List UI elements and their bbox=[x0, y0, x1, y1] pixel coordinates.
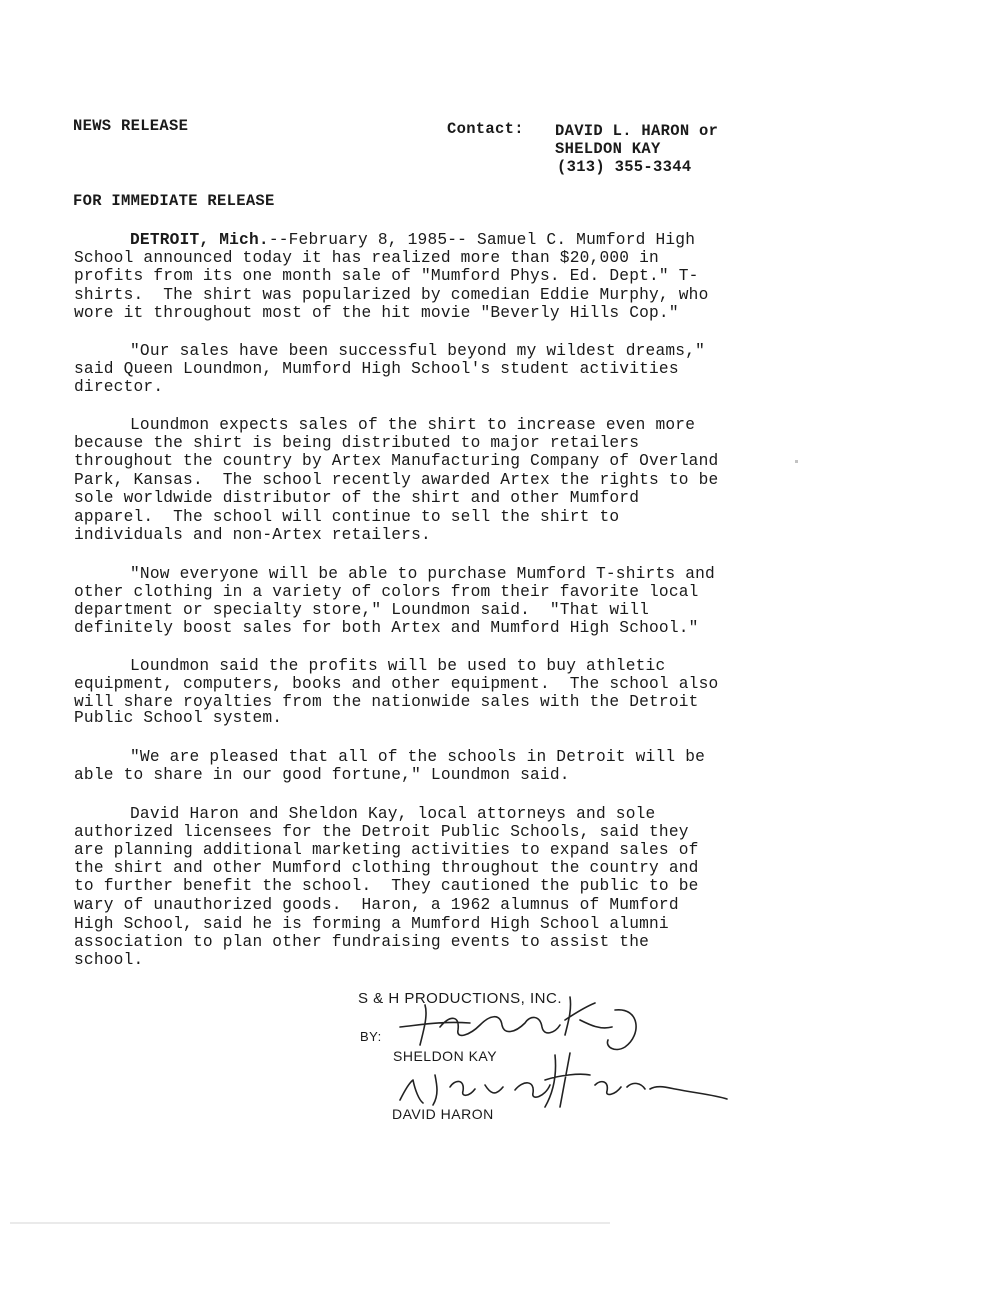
paragraph-2-line-2: said Queen Loundmon, Mumford High School's student activities bbox=[74, 360, 679, 378]
signature-david-haron-scrawl bbox=[395, 1045, 735, 1115]
paragraph-7-line-9: school. bbox=[74, 951, 144, 969]
paragraph-5-line-3: will share royalties from the nationwide sales with the Detroit bbox=[74, 693, 699, 711]
paragraph-7-line-7: High School, said he is forming a Mumford High School alumni bbox=[74, 915, 669, 933]
news-release-label: NEWS RELEASE bbox=[73, 117, 189, 135]
paragraph-7-line-3: are planning additional marketing activities to expand sales of bbox=[74, 841, 699, 859]
immediate-release-heading: FOR IMMEDIATE RELEASE bbox=[73, 192, 275, 210]
paragraph-3-line-6: apparel. The school will continue to sell the shirt to bbox=[74, 508, 620, 526]
paragraph-7-line-4: the shirt and other Mumford clothing throughout the country and bbox=[74, 859, 699, 877]
paragraph-1-line-5: wore it throughout most of the hit movie "Beverly Hills Cop." bbox=[74, 304, 679, 322]
scan-speck bbox=[795, 460, 798, 463]
paragraph-5-line-1: Loundmon said the profits will be used to buy athletic bbox=[130, 657, 666, 675]
paragraph-3-line-4: Park, Kansas. The school recently awarded Artex the rights to be bbox=[74, 471, 719, 489]
signer-david-haron: DAVID HARON bbox=[392, 1106, 494, 1122]
paragraph-3-line-3: throughout the country by Artex Manufacturing Company of Overland bbox=[74, 452, 719, 470]
paragraph-7-line-5: to further benefit the school. They cautioned the public to be bbox=[74, 877, 699, 895]
paragraph-1-line-3: profits from its one month sale of "Mumford Phys. Ed. Dept." T- bbox=[74, 267, 699, 285]
signer-sheldon-kay: SHELDON KAY bbox=[393, 1048, 498, 1064]
paragraph-3-line-1: Loundmon expects sales of the shirt to increase even more bbox=[130, 416, 696, 434]
paragraph-5-line-4: Public School system. bbox=[74, 709, 283, 727]
paragraph-7-line-8: association to plan other fundraising events to assist the bbox=[74, 933, 650, 951]
paragraph-5-line-2: equipment, computers, books and other equipment. The school also bbox=[74, 675, 719, 693]
contact-line-3: (313) 355-3344 bbox=[557, 158, 692, 176]
paragraph-4-line-2: other clothing in a variety of colors from their favorite local bbox=[74, 583, 699, 601]
paragraph-2-line-1: "Our sales have been successful beyond my wildest dreams," bbox=[130, 342, 706, 360]
paragraph-3-line-5: sole worldwide distributor of the shirt and other Mumford bbox=[74, 489, 640, 507]
paragraph-6-line-1: "We are pleased that all of the schools in Detroit will be bbox=[130, 748, 706, 766]
paragraph-1-line-2: School announced today it has realized more than $20,000 in bbox=[74, 249, 659, 267]
contact-line-1: DAVID L. HARON or bbox=[555, 122, 719, 140]
paragraph-3-line-7: individuals and non-Artex retailers. bbox=[74, 526, 431, 544]
scan-noise bbox=[10, 1222, 610, 1224]
by-label: BY: bbox=[360, 1029, 382, 1044]
paragraph-6-line-2: able to share in our good fortune," Loundmon said. bbox=[74, 766, 570, 784]
paragraph-7-line-6: wary of unauthorized goods. Haron, a 1962 alumnus of Mumford bbox=[74, 896, 679, 914]
contact-label: Contact: bbox=[447, 120, 524, 138]
paragraph-4-line-3: department or specialty store," Loundmon said. "That will bbox=[74, 601, 650, 619]
paragraph-4-line-1: "Now everyone will be able to purchase Mumford T-shirts and bbox=[130, 565, 715, 583]
dateline: DETROIT, Mich. bbox=[130, 231, 269, 249]
paragraph-2-line-3: director. bbox=[74, 378, 164, 396]
paragraph-1-line-1: DETROIT, Mich.--February 8, 1985-- Samuel C. Mumford High bbox=[130, 231, 696, 249]
paragraph-7-line-1: David Haron and Sheldon Kay, local attorneys and sole bbox=[130, 805, 656, 823]
paragraph-4-line-4: definitely boost sales for both Artex and Mumford High School." bbox=[74, 619, 699, 637]
paragraph-1-line-4: shirts. The shirt was popularized by comedian Eddie Murphy, who bbox=[74, 286, 709, 304]
paragraph-7-line-2: authorized licensees for the Detroit Public Schools, said they bbox=[74, 823, 689, 841]
company-name: S & H PRODUCTIONS, INC. bbox=[358, 990, 563, 1007]
contact-line-2: SHELDON KAY bbox=[555, 140, 661, 158]
paragraph-3-line-2: because the shirt is being distributed to major retailers bbox=[74, 434, 640, 452]
